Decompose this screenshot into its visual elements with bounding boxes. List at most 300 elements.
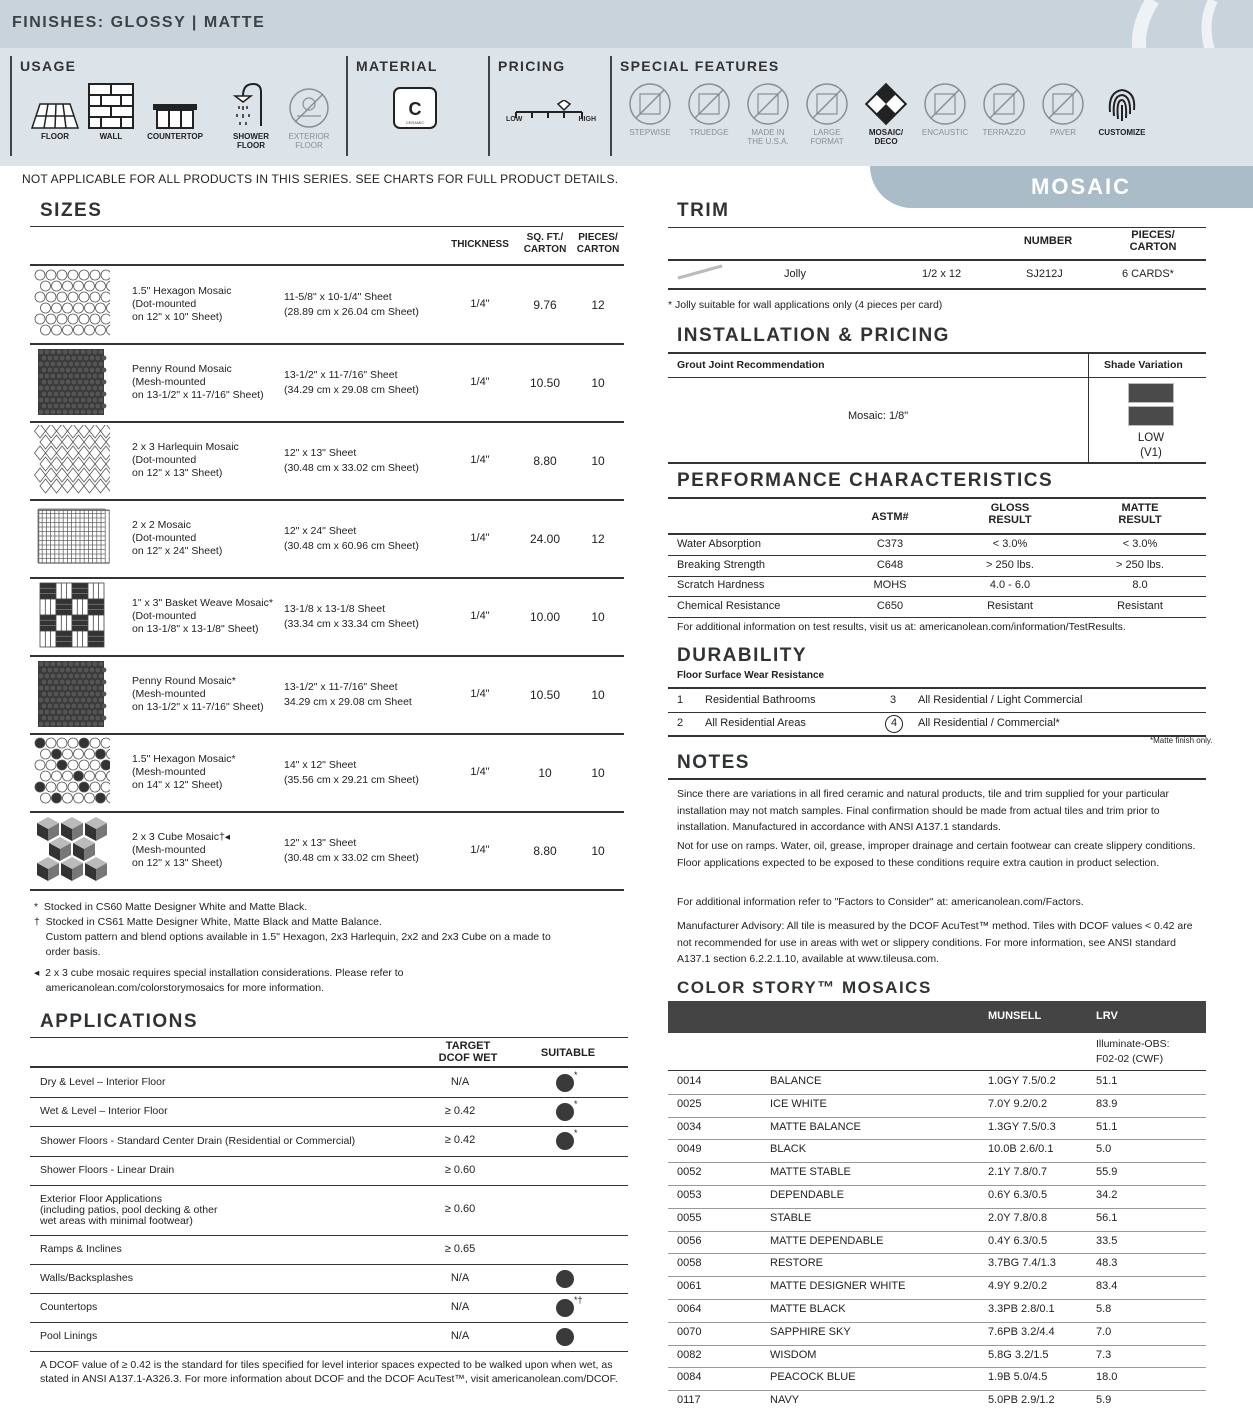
material-letter: C <box>408 99 422 119</box>
size-name: Penny Round Mosaic* (Mesh-mounted on 13-1/2" x 11-7/16" Sheet) <box>132 675 264 713</box>
perf-row-rule <box>668 617 1206 618</box>
durability-label: All Residential / Light Commercial <box>918 694 1083 706</box>
color-name: SAPPHIRE SKY <box>770 1325 851 1338</box>
perf-matte: > 250 lbs. <box>1115 558 1164 571</box>
color-munsell: 0.6Y 6.3/0.5 <box>988 1189 1048 1201</box>
color-lrv: 7.0 <box>1096 1325 1112 1338</box>
size-pieces: 12 <box>591 298 605 312</box>
color-code: 0058 <box>677 1257 702 1270</box>
performance-title: PERFORMANCE CHARACTERISTICS <box>677 470 1054 491</box>
color-code: 0049 <box>677 1143 702 1156</box>
paver-icon <box>1037 82 1089 137</box>
performance-gloss-header: GLOSS RESULT <box>988 502 1032 526</box>
special-label-3: LARGE FORMAT <box>810 128 844 146</box>
trim-title: TRIM <box>677 200 730 221</box>
sizes-footnote-line: * Stocked in CS60 Matte Designer White and Matte Black. <box>34 901 308 913</box>
application-name: Shower Floors - Standard Center Drain (Residential or Commercial) <box>40 1134 356 1147</box>
usage-label-4: EXTERIOR FLOOR <box>288 132 330 150</box>
size-pieces: 10 <box>591 610 605 624</box>
trim-note: * Jolly suitable for wall applications only (4 pieces per card) <box>668 299 943 311</box>
size-row-rule <box>30 421 624 423</box>
color-row-rule <box>668 1276 1206 1277</box>
finishes-label: FINISHES: GLOSSY | MATTE <box>12 14 266 31</box>
size-pieces: 10 <box>591 844 605 858</box>
perf-name: Water Absorption <box>677 538 761 550</box>
size-thickness: 1/4" <box>470 454 490 466</box>
color-lrv: 5.9 <box>1096 1394 1112 1407</box>
color-row-rule <box>668 1208 1206 1209</box>
applications-top-rule <box>30 1037 628 1038</box>
color-row-rule <box>668 1094 1206 1095</box>
mosaic-tab <box>870 166 1253 208</box>
color-munsell: 4.9Y 9.2/0.2 <box>988 1280 1048 1293</box>
color-code: 0084 <box>677 1371 702 1384</box>
perf-matte: Resistant <box>1117 599 1163 612</box>
suitable-dot-icon <box>556 1074 574 1092</box>
size-thickness: 1/4" <box>470 376 490 388</box>
special-label-2: MADE IN THE U.S.A. <box>747 128 789 146</box>
encaustic-icon <box>919 82 971 137</box>
suitable-footnote-mark: * <box>574 1069 578 1080</box>
color-name: MATTE BLACK <box>770 1303 846 1315</box>
material-title: MATERIAL <box>356 58 438 74</box>
color-munsell: 5.8G 3.2/1.5 <box>988 1348 1049 1361</box>
color-code: 0117 <box>677 1394 701 1407</box>
size-name: 2 x 2 Mosaic (Dot-mounted on 12" x 24" Sheet) <box>132 519 223 557</box>
grout-value: Mosaic: 1/8" <box>848 410 909 422</box>
suitable-dot-icon <box>556 1328 574 1346</box>
color-lrv: 51.1 <box>1096 1075 1118 1087</box>
size-thickness: 1/4" <box>470 766 490 778</box>
color-lrv: 33.5 <box>1096 1234 1118 1247</box>
application-dcof: N/A <box>450 1329 470 1342</box>
tile-pattern-image <box>34 815 110 885</box>
made-in-usa-icon <box>742 82 794 146</box>
usage-label-2: COUNTERTOP <box>147 132 203 141</box>
color-code: 0053 <box>677 1189 702 1201</box>
applications-header-rule <box>30 1066 628 1068</box>
durability-number: 3 <box>890 694 897 706</box>
size-sheet: 13-1/2" x 11-7/16" Sheet (34.29 cm x 29.08 cm Sheet) <box>284 369 419 396</box>
size-row-rule <box>30 343 624 345</box>
countertop-icon <box>146 80 204 141</box>
color-row-rule <box>668 1139 1206 1140</box>
perf-row-rule <box>668 596 1206 597</box>
note-paragraph: Not for use on ramps. Water, oil, grease, improper drainage and certain footwear can create slippery conditions. Floor applications expected to be exposed to these conditions require extra caution in product selection. <box>677 840 1196 869</box>
application-row-rule <box>30 1351 628 1352</box>
ceramic-icon <box>390 86 440 130</box>
durability-label: Residential Bathrooms <box>705 694 816 706</box>
durability-top-rule <box>668 687 1206 689</box>
durability-mid-rule <box>668 712 1206 713</box>
durability-label: All Residential / Commercial* <box>918 717 1060 729</box>
applications-target-header: TARGET DCOF WET <box>438 1040 498 1064</box>
color-code: 0082 <box>677 1348 702 1361</box>
color-lrv: 83.4 <box>1096 1280 1118 1293</box>
trim-pieces-header: PIECES/ CARTON <box>1129 229 1177 253</box>
application-dcof: ≥ 0.42 <box>444 1134 476 1146</box>
shade-header: Shade Variation <box>1104 359 1183 371</box>
performance-matte-header: MATTE RESULT <box>1118 502 1162 526</box>
application-row-rule <box>30 1322 628 1323</box>
note-paragraph: Manufacturer Advisory: All tile is measured by the DCOF AcuTest™ method. Tiles with DCOF values < 0.42 are not recommended for use in areas with wet or slippery conditions. For more information, see ANSI standard A137.1 section 6.2.2.1.10, available at www.tileusa.com. <box>677 920 1193 965</box>
color-name: MATTE STABLE <box>770 1166 851 1179</box>
size-sqft: 24.00 <box>529 532 561 546</box>
perf-gloss: < 3.0% <box>992 538 1028 550</box>
perf-gloss: Resistant <box>987 599 1033 612</box>
size-sheet: 11-5/8" x 10-1/4" Sheet (28.89 cm x 26.04 cm Sheet) <box>284 291 419 318</box>
applications-suitable-header: SUITABLE <box>540 1047 596 1059</box>
trim-number: SJ212J <box>1026 268 1063 280</box>
color-name: MATTE DEPENDABLE <box>770 1234 884 1247</box>
size-sheet: 13-1/8 x 13-1/8 Sheet (33.34 cm x 33.34 cm Sheet) <box>284 603 419 630</box>
color-name: NAVY <box>770 1394 800 1407</box>
application-row-rule <box>30 1235 628 1236</box>
durability-title: DURABILITY <box>677 645 808 666</box>
trim-name: Jolly <box>784 268 807 280</box>
sizes-top-rule <box>30 226 624 227</box>
application-row-rule <box>30 1156 628 1157</box>
color-row-rule <box>668 1117 1206 1118</box>
shade-swatch-bottom <box>1128 406 1174 426</box>
tile-pattern-image <box>34 581 110 651</box>
shade-value: LOW (V1) <box>1137 432 1165 459</box>
durability-number: 2 <box>677 717 684 729</box>
perf-row-rule <box>668 555 1206 556</box>
size-name: 1.5" Hexagon Mosaic* (Mesh-mounted on 14" x 12" Sheet) <box>132 753 236 791</box>
color-row-rule <box>668 1185 1206 1186</box>
color-code: 0034 <box>677 1120 702 1133</box>
not-applicable-note: NOT APPLICABLE FOR ALL PRODUCTS IN THIS SERIES. SEE CHARTS FOR FULL PRODUCT DETAILS. <box>22 172 619 186</box>
color-story-header-bar <box>668 1001 1206 1033</box>
installation-top-rule <box>668 352 1206 354</box>
application-row-rule <box>30 1293 628 1294</box>
color-row-rule <box>668 1390 1206 1391</box>
color-code: 0061 <box>677 1280 702 1293</box>
color-lrv: 83.9 <box>1096 1097 1118 1110</box>
special-features-title: SPECIAL FEATURES <box>620 58 780 74</box>
size-thickness: 1/4" <box>470 298 490 310</box>
size-sqft: 10.50 <box>529 376 561 390</box>
size-row-rule <box>30 889 624 891</box>
size-sqft: 10 <box>538 766 552 780</box>
color-name: PEACOCK BLUE <box>770 1371 856 1384</box>
shower-icon <box>222 80 280 150</box>
size-sqft: 8.80 <box>533 454 557 468</box>
size-row-rule <box>30 499 624 501</box>
munsell-header: MUNSELL <box>988 1010 1042 1022</box>
sizes-footnote-line: order basis. <box>34 946 101 958</box>
terrazzo-icon <box>978 82 1030 137</box>
color-row-rule <box>668 1231 1206 1232</box>
size-sqft: 10.50 <box>529 688 561 702</box>
size-sheet: 13-1/2" x 11-7/16" Sheet 34.29 cm x 29.08 cm Sheet <box>284 681 412 708</box>
color-lrv: 48.3 <box>1096 1257 1118 1270</box>
application-name: Countertops <box>40 1301 98 1313</box>
color-code: 0055 <box>677 1211 702 1224</box>
application-dcof: N/A <box>450 1075 470 1088</box>
installation-bottom-rule <box>668 462 1206 464</box>
application-row-rule <box>30 1185 628 1186</box>
pricing-high: HIGH <box>578 116 596 123</box>
perf-gloss: 4.0 - 6.0 <box>989 579 1031 591</box>
color-name: MATTE BALANCE <box>770 1120 861 1133</box>
size-sqft: 10.00 <box>529 610 561 624</box>
suitable-footnote-mark: * <box>574 1128 578 1138</box>
color-munsell: 3.3PB 2.8/0.1 <box>988 1303 1055 1315</box>
application-row-rule <box>30 1097 628 1098</box>
color-name: ICE WHITE <box>770 1097 827 1110</box>
application-name: Exterior Floor Applications (including patios, pool decking & other wet areas with minimal footwear) <box>40 1192 218 1227</box>
sizes-sqft-header: SQ. FT./ CARTON <box>523 232 567 255</box>
special-label-4: MOSAIC/ DECO <box>868 128 904 146</box>
application-name: Shower Floors - Linear Drain <box>40 1164 175 1176</box>
performance-top-rule <box>668 497 1206 499</box>
applications-footnote: A DCOF value of ≥ 0.42 is the standard for tiles specified for level interior spaces expected to be walked upon when wet, as stated in ANSI A137.1-A326.3. For more information about DCOF and the DCOF AcuTest™, visit americanolean.com/DCOF. <box>40 1359 618 1385</box>
sizes-footnote-line: americanolean.com/colorstorymosaics for more information. <box>34 982 325 994</box>
color-story-title: COLOR STORY™ MOSAICS <box>677 978 932 997</box>
color-code: 0064 <box>677 1303 702 1315</box>
color-munsell: 2.1Y 7.8/0.7 <box>988 1166 1048 1179</box>
color-name: DEPENDABLE <box>770 1189 844 1201</box>
perf-name: Scratch Hardness <box>677 579 765 591</box>
note-paragraph: Since there are variations in all fired ceramic and natural products, tile and trim supplied for your particular installation may not match samples. Final confirmation should be made from actual tiles and trim prior to installation. Manufactured in accordance with ANSI A137.1 standards. <box>677 788 1169 833</box>
color-munsell: 2.0Y 7.8/0.8 <box>988 1211 1048 1224</box>
color-row-rule <box>668 1322 1206 1323</box>
usage-label-1: WALL <box>99 132 123 141</box>
perf-name: Chemical Resistance <box>677 599 781 612</box>
color-lrv: 51.1 <box>1096 1120 1118 1133</box>
color-story-header-rule <box>668 1070 1206 1071</box>
trim-size: 1/2 x 12 <box>922 268 962 280</box>
usage-label-0: FLOOR <box>41 132 69 141</box>
jolly-trim-icon <box>676 262 726 282</box>
color-munsell: 7.6PB 3.2/4.4 <box>988 1325 1055 1338</box>
perf-row-rule <box>668 576 1206 577</box>
icon-band <box>0 48 1253 166</box>
size-pieces: 12 <box>591 532 605 546</box>
special-label-5: ENCAUSTIC <box>921 128 969 137</box>
color-code: 0052 <box>677 1166 702 1179</box>
sizes-pieces-header: PIECES/ CARTON <box>576 232 620 255</box>
color-lrv: 34.2 <box>1096 1189 1118 1201</box>
color-munsell: 7.0Y 9.2/0.2 <box>988 1097 1048 1110</box>
tile-pattern-image <box>34 737 110 807</box>
color-code: 0025 <box>677 1097 702 1110</box>
grout-header: Grout Joint Recommendation <box>677 359 825 371</box>
application-dcof: ≥ 0.60 <box>444 1203 476 1215</box>
fingerprint-icon <box>1096 82 1148 137</box>
exterior-floor-icon <box>280 80 338 150</box>
stepwise-icon <box>624 82 676 137</box>
size-pieces: 10 <box>591 376 605 390</box>
trim-header-rule <box>668 259 1206 261</box>
color-name: WISDOM <box>770 1348 817 1361</box>
size-name: 1.5" Hexagon Mosaic (Dot-mounted on 12" x 10" Sheet) <box>132 285 232 323</box>
installation-divider <box>1088 352 1089 462</box>
trim-top-rule <box>668 227 1206 228</box>
size-thickness: 1/4" <box>470 688 490 700</box>
perf-matte: < 3.0% <box>1122 538 1158 550</box>
application-dcof: N/A <box>450 1271 470 1284</box>
size-sheet: 14" x 12" Sheet (35.56 cm x 29.21 cm Sheet) <box>284 759 419 786</box>
color-name: RESTORE <box>770 1257 823 1270</box>
special-label-0: STEPWISE <box>629 128 671 137</box>
wall-brick-icon <box>82 80 140 141</box>
lrv-subheader: Illuminate-OBS: F02-02 (CWF) <box>1096 1038 1170 1065</box>
color-row-rule <box>668 1299 1206 1300</box>
color-munsell: 1.3GY 7.5/0.3 <box>988 1120 1056 1133</box>
perf-astm: C648 <box>876 558 904 571</box>
color-name: BLACK <box>770 1143 807 1156</box>
size-name: Penny Round Mosaic (Mesh-mounted on 13-1/2" x 11-7/16" Sheet) <box>132 363 264 401</box>
size-pieces: 10 <box>591 766 605 780</box>
perf-astm: C373 <box>876 538 904 550</box>
size-pieces: 10 <box>591 454 605 468</box>
durability-footnote: *Matte finish only. <box>1150 736 1213 745</box>
usage-title: USAGE <box>20 58 77 74</box>
color-lrv: 18.0 <box>1096 1371 1118 1384</box>
color-lrv: 55.9 <box>1096 1166 1118 1179</box>
application-row-rule <box>30 1264 628 1265</box>
special-label-6: TERRAZZO <box>982 128 1026 137</box>
durability-number: 4 <box>885 715 903 733</box>
tile-pattern-image <box>34 347 110 417</box>
notes-rule <box>668 778 1206 780</box>
durability-subtitle: Floor Surface Wear Resistance <box>677 670 825 681</box>
size-name: 1" x 3" Basket Weave Mosaic* (Dot-mounted on 13-1/8" x 13-1/8" Sheet) <box>132 597 273 635</box>
size-sheet: 12" x 24" Sheet (30.48 cm x 60.96 cm Sheet) <box>284 525 419 552</box>
color-lrv: 5.8 <box>1096 1303 1112 1315</box>
application-dcof: N/A <box>450 1300 470 1313</box>
sizes-thickness-header: THICKNESS <box>451 239 509 250</box>
size-pieces: 10 <box>591 688 605 702</box>
performance-header-rule <box>668 533 1206 535</box>
pricing-section <box>488 56 610 156</box>
size-thickness: 1/4" <box>470 844 490 856</box>
tile-pattern-image <box>34 503 110 573</box>
size-row-rule <box>30 733 624 735</box>
note-paragraph: For additional information refer to "Factors to Consider" at: americanolean.com/Factors. <box>677 896 1084 908</box>
application-name: Ramps & Inclines <box>40 1243 122 1255</box>
installation-title: INSTALLATION & PRICING <box>677 325 950 346</box>
application-dcof: ≥ 0.65 <box>444 1242 476 1255</box>
sizes-title: SIZES <box>40 200 103 221</box>
special-label-8: CUSTOMIZE <box>1098 128 1146 137</box>
color-munsell: 5.0PB 2.9/1.2 <box>988 1394 1055 1407</box>
color-name: MATTE DESIGNER WHITE <box>770 1280 906 1293</box>
usage-label-3: SHOWER FLOOR <box>233 132 269 150</box>
floor-tile-icon <box>26 80 84 141</box>
sizes-footnote-line: ◂ 2 x 3 cube mosaic requires special installation considerations. Please refer to <box>34 967 404 979</box>
tile-pattern-image <box>34 425 110 495</box>
material-section <box>346 56 488 156</box>
perf-astm: MOHS <box>873 579 907 591</box>
perf-matte: 8.0 <box>1132 579 1148 591</box>
color-name: BALANCE <box>770 1075 822 1087</box>
perf-gloss: > 250 lbs. <box>985 558 1034 571</box>
special-label-1: TRUEDGE <box>689 128 729 137</box>
application-row-rule <box>30 1126 628 1127</box>
size-sheet: 12" x 13" Sheet (30.48 cm x 33.02 cm Sheet) <box>284 837 419 864</box>
size-row-rule <box>30 577 624 579</box>
performance-note: For additional information on test results, visit us at: americanolean.com/information/TestResults. <box>677 621 1126 633</box>
suitable-dot-icon <box>556 1132 574 1150</box>
color-row-rule <box>668 1367 1206 1368</box>
color-code: 0056 <box>677 1234 702 1247</box>
color-munsell: 10.0B 2.6/0.1 <box>988 1143 1054 1156</box>
color-row-rule <box>668 1162 1206 1163</box>
size-name: 2 x 3 Harlequin Mosaic (Dot-mounted on 12" x 13" Sheet) <box>132 441 239 479</box>
trim-pieces: 6 CARDS* <box>1122 268 1174 280</box>
suitable-footnote-mark: * <box>574 1098 578 1109</box>
notes-title: NOTES <box>677 752 750 773</box>
size-row-rule <box>30 811 624 813</box>
pricing-low: LOW <box>506 116 523 123</box>
durability-number: 1 <box>677 694 684 706</box>
color-name: STABLE <box>770 1211 812 1224</box>
trim-number-header: NUMBER <box>1023 235 1073 247</box>
perf-astm: C650 <box>876 599 904 612</box>
color-row-rule <box>668 1253 1206 1254</box>
color-munsell: 1.0GY 7.5/0.2 <box>988 1075 1056 1087</box>
color-munsell: 1.9B 5.0/4.5 <box>988 1371 1048 1384</box>
application-name: Dry & Level – Interior Floor <box>40 1076 166 1088</box>
application-name: Wet & Level – Interior Floor <box>40 1105 168 1117</box>
color-lrv: 56.1 <box>1096 1211 1118 1224</box>
material-sub: CERAMIC <box>405 120 425 125</box>
size-sqft: 9.76 <box>533 298 557 312</box>
usage-section <box>10 56 346 156</box>
color-lrv: 7.3 <box>1096 1348 1112 1361</box>
color-row-rule <box>668 1345 1206 1346</box>
large-format-icon <box>801 82 853 146</box>
sizes-footnote-line: Custom pattern and blend options available in 1.5" Hexagon, 2x3 Harlequin, 2x2 and 2x3 Cube on a made to <box>34 931 551 943</box>
size-name: 2 x 3 Cube Mosaic†◂ (Mesh-mounted on 12" x 13" Sheet) <box>132 831 231 869</box>
color-munsell: 3.7BG 7.4/1.3 <box>988 1257 1056 1270</box>
lrv-header: LRV <box>1096 1010 1118 1022</box>
truedge-icon <box>683 82 735 137</box>
installation-header-rule <box>668 377 1206 378</box>
pricing-scale-icon <box>506 100 596 124</box>
shade-swatch-top <box>1128 383 1174 403</box>
durability-bottom-rule <box>668 735 1206 737</box>
tile-pattern-image <box>34 269 110 339</box>
performance-astm-header: ASTM# <box>871 511 909 523</box>
color-munsell: 0.4Y 6.3/0.5 <box>988 1234 1048 1247</box>
suitable-footnote-mark: *† <box>574 1294 583 1305</box>
color-lrv: 5.0 <box>1096 1143 1112 1156</box>
durability-label: All Residential Areas <box>705 717 806 729</box>
mosaic-deco-icon <box>860 82 912 146</box>
special-features-section <box>610 56 1210 156</box>
special-label-7: PAVER <box>1050 128 1076 137</box>
applications-title: APPLICATIONS <box>40 1011 199 1032</box>
size-row-rule <box>30 655 624 657</box>
size-thickness: 1/4" <box>470 532 490 544</box>
application-dcof: ≥ 0.60 <box>444 1163 476 1176</box>
size-thickness: 1/4" <box>470 610 490 622</box>
suitable-dot-icon <box>556 1299 574 1317</box>
suitable-dot-icon <box>556 1270 574 1288</box>
color-code: 0070 <box>677 1325 702 1338</box>
suitable-dot-icon <box>556 1103 574 1121</box>
pricing-title: PRICING <box>498 58 566 74</box>
application-name: Pool Linings <box>40 1330 98 1342</box>
color-code: 0014 <box>677 1075 702 1087</box>
size-sqft: 8.80 <box>533 844 557 858</box>
application-dcof: ≥ 0.42 <box>444 1104 476 1117</box>
